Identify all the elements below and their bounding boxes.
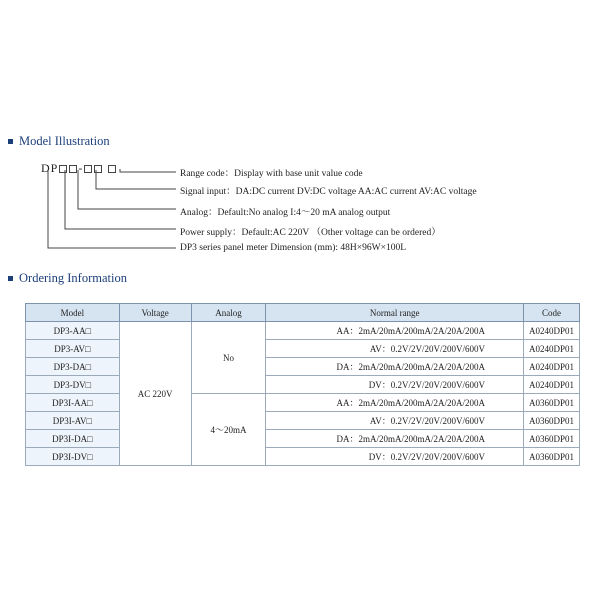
header-normal-range: Normal range: [266, 304, 524, 322]
table-row: [26, 376, 580, 394]
table-row: [26, 412, 580, 430]
table-header-row: [26, 304, 580, 322]
range-cell: AV：0.2V/2V/20V/200V/600V: [266, 412, 524, 430]
code-cell: A0360DP01: [524, 430, 580, 448]
code-cell: A0240DP01: [524, 340, 580, 358]
range-code-description: Range code：Display with base unit value code: [180, 169, 363, 179]
code-cell: A0240DP01: [524, 358, 580, 376]
header-model: Model: [26, 304, 120, 322]
callout-line-range: [120, 169, 176, 172]
callout-line-signal: [96, 170, 176, 189]
signal-input-description: Signal input：DA:DC current DV:DC voltage AA:AC current AV:AC voltage: [180, 187, 477, 197]
code-cell: A0360DP01: [524, 412, 580, 430]
model-cell: DP3-AV□: [26, 340, 120, 358]
code-cell: A0240DP01: [524, 322, 580, 340]
voltage-cell: AC 220V: [119, 322, 191, 466]
power-supply-description: Power supply：Default:AC 220V （Other voltage can be ordered）: [180, 228, 441, 238]
model-illustration-title-text: Model Illustration: [19, 134, 110, 148]
code-cell: A0240DP01: [524, 376, 580, 394]
range-cell: DA：2mA/20mA/200mA/2A/20A/200A: [266, 430, 524, 448]
ordering-table: [25, 303, 580, 466]
table-row: [26, 340, 580, 358]
analog-cell-no: No: [191, 322, 266, 394]
table-row: [26, 448, 580, 466]
table-row: [26, 394, 580, 412]
analog-description: Analog：Default:No analog I:4～20 mA analog output: [180, 208, 391, 218]
code-cell: A0360DP01: [524, 394, 580, 412]
analog-cell-4-20ma: 4～20mA: [191, 394, 266, 466]
ordering-information-title: [8, 271, 127, 286]
model-cell: DP3-AA□: [26, 322, 120, 340]
range-cell: AA：2mA/20mA/200mA/2A/20A/200A: [266, 322, 524, 340]
range-cell: DA：2mA/20mA/200mA/2A/20A/200A: [266, 358, 524, 376]
model-cell: DP3I-AV□: [26, 412, 120, 430]
code-cell: A0360DP01: [524, 448, 580, 466]
header-voltage: Voltage: [119, 304, 191, 322]
square-bullet-icon: [8, 276, 13, 281]
ordering-information-title-text: Ordering Information: [19, 271, 127, 285]
range-cell: DV：0.2V/2V/20V/200V/600V: [266, 448, 524, 466]
range-cell: DV：0.2V/2V/20V/200V/600V: [266, 376, 524, 394]
range-cell: AA：2mA/20mA/200mA/2A/20A/200A: [266, 394, 524, 412]
series-description: DP3 series panel meter Dimension (mm): 48H×96W×100L: [180, 243, 407, 253]
table-row: [26, 430, 580, 448]
model-cell: DP3I-DV□: [26, 448, 120, 466]
callout-line-power: [65, 170, 176, 229]
header-analog: Analog: [191, 304, 266, 322]
model-cell: DP3-DA□: [26, 358, 120, 376]
model-cell: DP3-DV□: [26, 376, 120, 394]
range-cell: AV：0.2V/2V/20V/200V/600V: [266, 340, 524, 358]
model-code-prefix: DP: [41, 161, 59, 175]
table-row: [26, 322, 580, 340]
table-row: [26, 358, 580, 376]
model-cell: DP3I-AA□: [26, 394, 120, 412]
header-code: Code: [524, 304, 580, 322]
model-code-separator: -: [78, 161, 84, 175]
model-cell: DP3I-DA□: [26, 430, 120, 448]
